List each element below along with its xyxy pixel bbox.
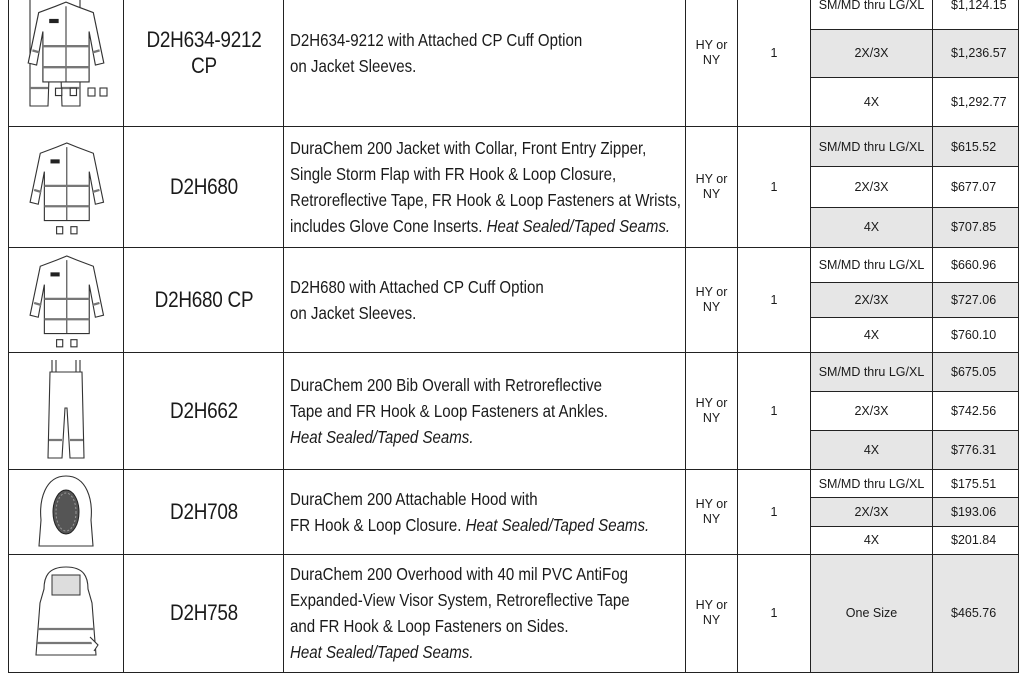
description-italic: Heat Sealed/Taped Seams. [290,426,474,447]
product-description [284,0,686,126]
price: $707.85 [933,207,1019,247]
fabric-line: NY [702,410,721,425]
price: $742.56 [933,391,1019,430]
fabric-line: HY or [695,496,728,511]
description-line: DuraChem 200 Attachable Hood with [290,488,538,509]
size-range: 4X [811,526,933,554]
description-line: DuraChem 200 Jacket with Collar, Front Entry Zipper, [290,137,647,158]
size-range: 2X/3X [811,282,933,317]
product-code: D2H662 [135,352,273,469]
size-range: SM/MD thru LG/XL [811,469,933,497]
price: $675.05 [933,352,1019,391]
quantity: 1 [738,554,811,672]
description-line: FR Hook & Loop Closure. [290,514,466,535]
fabric-options [686,554,738,672]
fabric-options [686,0,738,126]
table-row [9,247,1019,282]
bib-overall-icon [9,352,124,469]
price: $1,292.77 [933,78,1019,127]
size-range: 2X/3X [811,498,933,526]
product-description [284,126,686,247]
size-range: 4X [811,207,933,247]
description-line: Tape and FR Hook & Loop Fasteners at Ankles. [290,400,608,421]
fabric-options [686,247,738,352]
jacket-icon [9,126,124,247]
price: $727.06 [933,282,1019,317]
price: $660.96 [933,247,1019,282]
table-row [9,469,1019,497]
size-range: 2X/3X [811,29,933,78]
quantity: 1 [738,352,811,469]
price: $193.06 [933,498,1019,526]
description-line: D2H680 with Attached CP Cuff Option [290,276,544,297]
description-line: on Jacket Sleeves. [290,302,417,323]
price: $1,124.15 [933,0,1019,29]
product-code: D2H634-9212 CP [135,0,273,126]
price: $175.51 [933,469,1019,497]
size-range: 4X [811,317,933,352]
fabric-line: HY or [695,598,728,613]
size-range: 4X [811,430,933,469]
size-range: SM/MD thru LG/XL [811,352,933,391]
table-row [9,0,1019,29]
description-line: includes Glove Cone Inserts. [290,215,487,236]
fabric-line: NY [702,299,721,314]
price: $615.52 [933,126,1019,166]
product-description [284,352,686,469]
description-line: DuraChem 200 Bib Overall with Retroreflective [290,374,603,395]
price: $776.31 [933,430,1019,469]
product-code: D2H758 [135,554,273,672]
size-range: 2X/3X [811,391,933,430]
fabric-options [686,126,738,247]
jacket-and-bib-icon [9,0,124,126]
price: $677.07 [933,167,1019,207]
description-line: D2H634-9212 with Attached CP Cuff Option [290,30,583,51]
price: $465.76 [933,554,1019,672]
size-range: 2X/3X [811,167,933,207]
description-line: and FR Hook & Loop Fasteners on Sides. [290,616,569,637]
description-line: DuraChem 200 Overhood with 40 mil PVC AntiFog [290,564,628,585]
fabric-options [686,469,738,554]
description-line: Expanded-View Visor System, Retroreflective Tape [290,590,630,611]
fabric-line: NY [702,53,721,68]
description-italic: Heat Sealed/Taped Seams. [465,514,650,535]
quantity: 1 [738,469,811,554]
quantity: 1 [738,126,811,247]
fabric-line: NY [702,613,721,628]
product-description [284,247,686,352]
fabric-line: HY or [695,284,728,299]
fabric-line: NY [702,186,721,201]
product-code: D2H680 CP [135,247,273,352]
table-row [9,554,1019,672]
hood-icon [9,469,124,554]
description-italic: Heat Sealed/Taped Seams. [486,215,671,236]
size-range: One Size [811,554,933,672]
table-row [9,352,1019,391]
size-range: SM/MD thru LG/XL [811,126,933,166]
product-code: D2H708 [135,469,273,554]
description-line: Retroreflective Tape, FR Hook & Loop Fasteners at Wrists, [290,189,681,210]
description-italic: Heat Sealed/Taped Seams. [290,642,474,663]
fabric-line: NY [702,511,721,526]
overhood-icon [9,554,124,672]
fabric-line: HY or [695,38,728,53]
quantity: 1 [738,0,811,126]
product-price-table [8,0,1019,673]
fabric-options [686,352,738,469]
size-range: SM/MD thru LG/XL [811,247,933,282]
size-range: SM/MD thru LG/XL [811,0,933,29]
product-code: D2H680 [135,126,273,247]
price: $760.10 [933,317,1019,352]
table-row [9,126,1019,166]
description-line: Single Storm Flap with FR Hook & Loop Closure, [290,163,617,184]
product-description [284,554,686,672]
description-line: on Jacket Sleeves. [290,56,417,77]
jacket-cp-icon [9,247,124,352]
fabric-line: HY or [695,171,728,186]
price: $201.84 [933,526,1019,554]
fabric-line: HY or [695,395,728,410]
size-range: 4X [811,78,933,127]
product-description [284,469,686,554]
price: $1,236.57 [933,29,1019,78]
quantity: 1 [738,247,811,352]
